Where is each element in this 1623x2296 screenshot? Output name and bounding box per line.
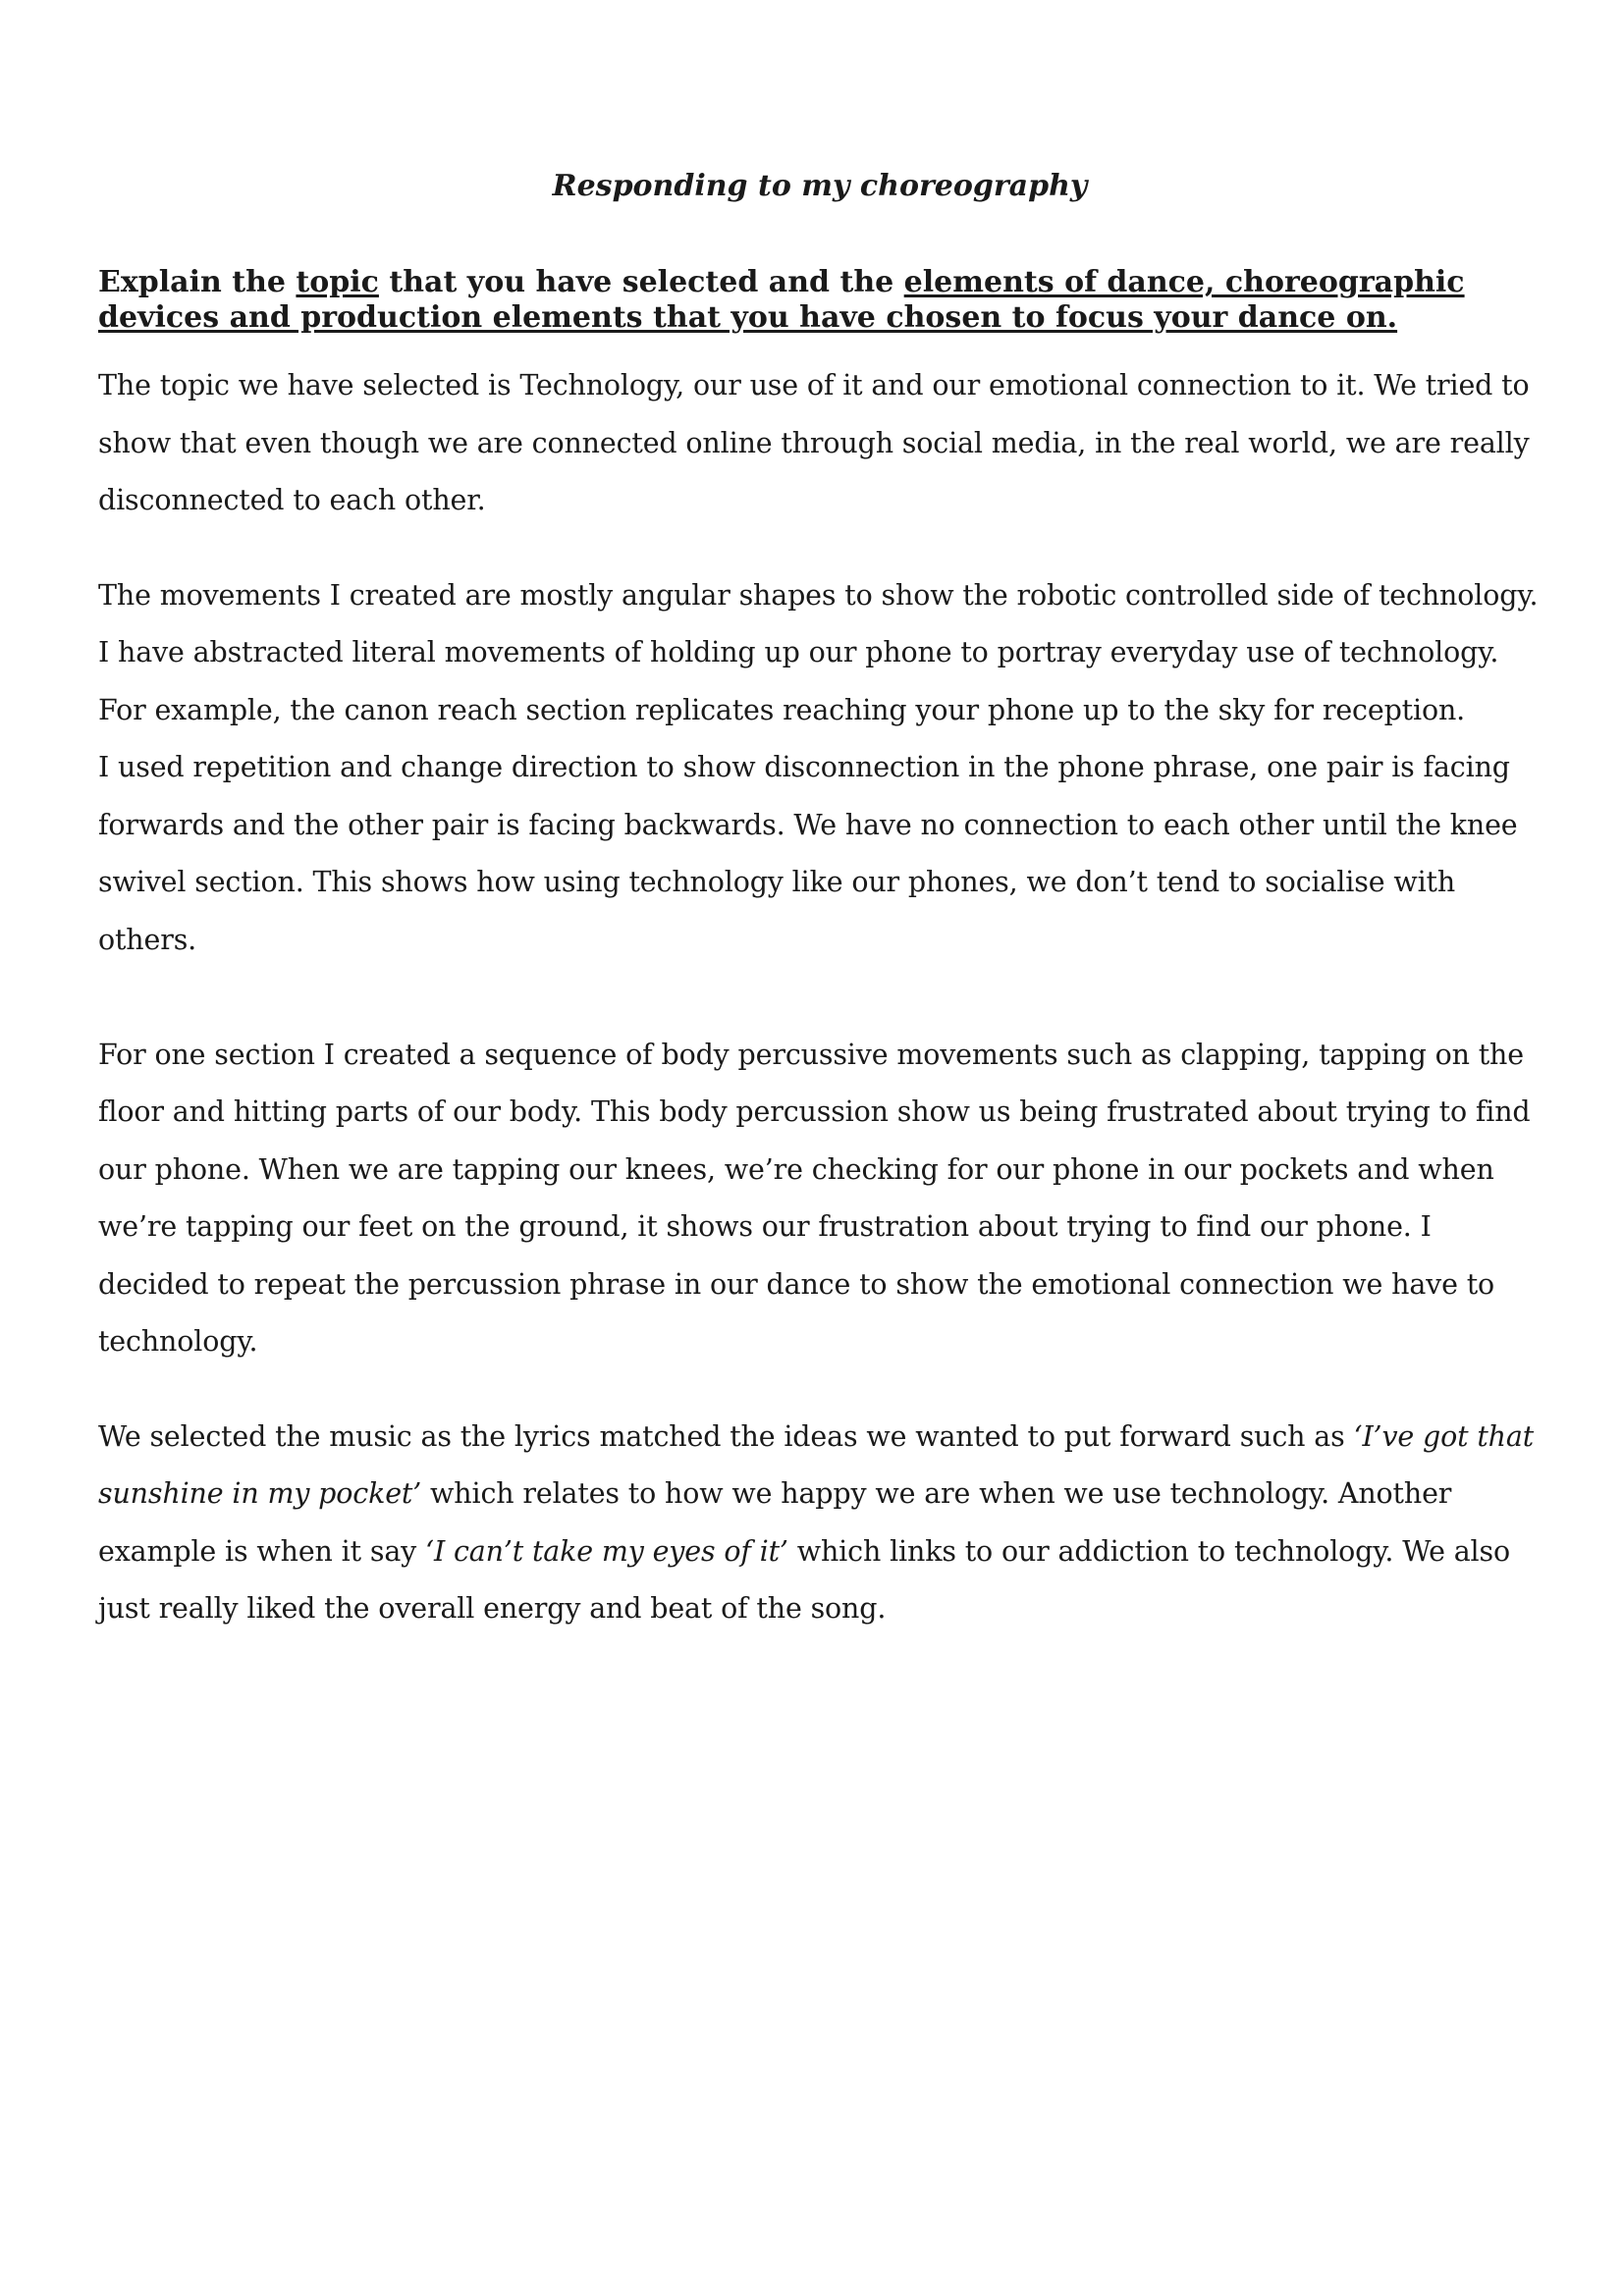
paragraph-percussion: For one section I created a sequence of body percussive movements such as clapping, tapping on the floor and hitting parts of our body. This body percussion show us being frustrated about trying to find our phone. When we are tapping our knees, we’re checking for our phone in our pockets and when we’re tapping our feet on the ground, it shows our frustration about trying to find our phone. I decided to repeat the percussion phrase in our dance to show the emotional connection we have to technology. <box>98 1038 1531 1358</box>
document-page <box>98 167 1542 1695</box>
document-title: Responding to my choreography <box>552 169 1088 203</box>
lyric-quote-1: ‘I’ve got that sunshine in my pocket’ <box>98 1419 1535 1510</box>
question-part-1: Explain the <box>98 265 297 299</box>
lyric-quote-2: ‘I can’t take my eyes of it’ <box>425 1534 788 1568</box>
question-part-3: that you have selected and the <box>378 265 904 299</box>
paragraph-topic: The topic we have selected is Technology, our use of it and our emotional connection to it. We tried to show that even though we are connected online through social media, in the real world, we are really disconnected to each other. <box>98 369 1530 516</box>
music-sentence-2: which relates to how we happy we are when we use technology. Another example is when it say <box>98 1477 1452 1568</box>
paragraph-movements <box>98 567 1542 970</box>
music-sentence-1: We selected the music as the lyrics matched the ideas we wanted to put forward such as <box>98 1419 1354 1453</box>
music-sentence-3: which links to our addiction to technology. We also just really liked the overall energy and beat of the song. <box>98 1534 1510 1625</box>
question-topic-underlined: topic <box>296 265 379 299</box>
question-elements-underlined: elements of dance, choreographic devices and production elements that you have chosen to focus your dance on. <box>98 265 1465 335</box>
paragraph-music <box>98 1409 1542 1638</box>
paragraph-movements-part-1: The movements I created are mostly angular shapes to show the robotic controlled side of technology. I have abstracted literal movements of holding up our phone to portray everyday use of technology. For example, the canon reach section replicates reaching your phone up to the sky for reception. <box>98 578 1539 726</box>
paragraph-movements-part-2: I used repetition and change direction to show disconnection in the phone phrase, one pair is facing forwards and the other pair is facing backwards. We have no connection to each other until the knee swivel section. This shows how using technology like our phones, we don’t tend to socialise with others. <box>98 751 1518 956</box>
question-heading <box>98 265 1542 336</box>
